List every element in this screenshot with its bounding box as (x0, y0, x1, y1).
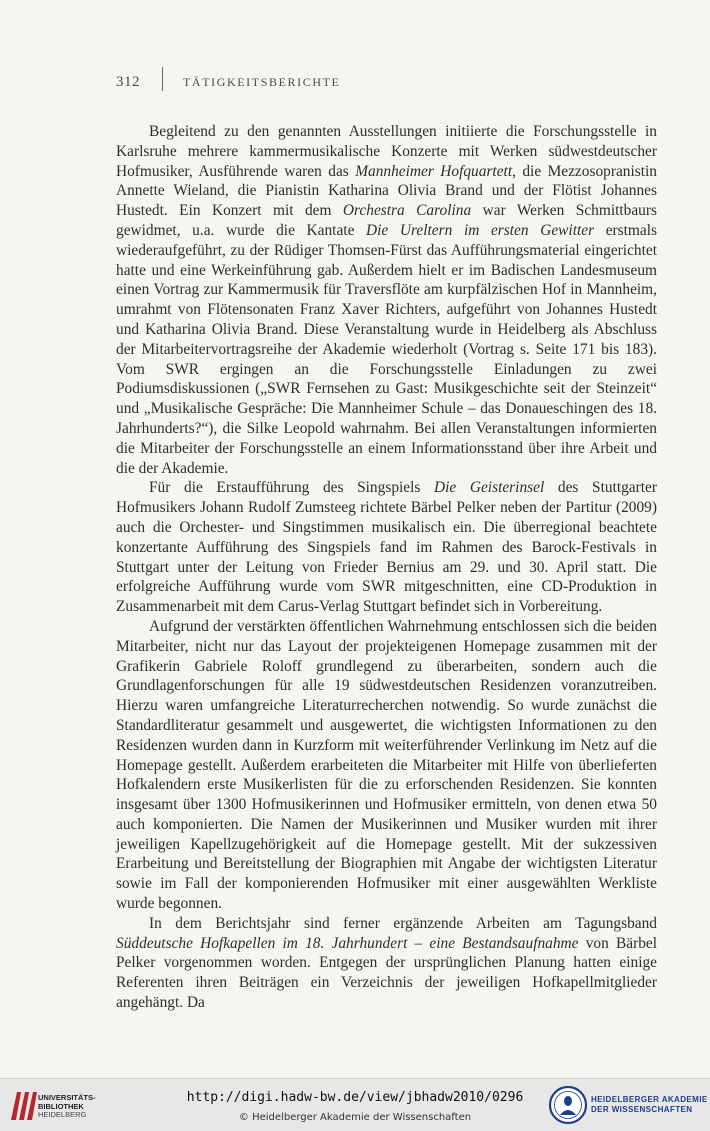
paragraph: Begleitend zu den genannten Ausstellungen initiierte die Forschungsstelle in Karlsruhe mehrere kammermusikalische Konzerte mit Werken südwestdeutscher Hofmusiker, Ausführende waren das Mannheimer Hofquartett, die Mezzosopranistin Annette Wieland, die Pianistin Katharina Olivia Brand und der Flötist Johannes Hustedt. Ein Konzert mit dem Orchestra Carolina war Werken Schmittbaurs gewidmet, u.a. wurde die Kantate Die Ureltern im ersten Gewitter erstmals wiederaufgeführt, zu der Rüdiger Thomsen-Fürst das Aufführungsmaterial eingerichtet hatte und eine Werkeinführung gab. Außerdem hielt er im Badischen Landesmuseum einen Vortrag zur Kammermusik für Traversflöte am kurpfälzischen Hof in Mannheim, umrahmt von Flötensonaten Franz Xaver Richters, aufgeführt von Johannes Hustedt und Katharina Olivia Brand. Diese Veranstaltung wurde in Heidelberg als Abschluss der Mitarbeitervortragsreihe der Akademie wiederholt (Vortrag s. Seite 171 bis 183). Vom SWR ergingen an die Forschungsstelle Einladungen zu zwei Podiumsdiskussionen („SWR Fernsehen zu Gast: Musikgeschichte seit der Steinzeit“ und „Musikalische Gespräche: Die Mannheimer Schule – das Donaueschingen des 18. Jahrhunderts?“), die Silke Leopold wahrnahm. Bei allen Veranstaltungen informierten die Mitarbeiter der Forschungsstelle an einem Informationsstand über ihre Arbeit und die der Akademie. (116, 123, 658, 477)
header-divider (162, 67, 163, 91)
university-library-name: UNIVERSITÄTS- BIBLIOTHEK HEIDELBERG (38, 1093, 96, 1119)
viewer-footer (0, 1078, 710, 1131)
permalink-url[interactable]: http://digi.hadw-bw.de/view/jbhadw2010/0296 (186, 1090, 524, 1105)
page-header (116, 70, 340, 94)
academy-name: HEIDELBERGER AKADEMIE DER WISSENSCHAFTEN (591, 1095, 708, 1114)
copyright-notice: © Heidelberger Akademie der Wissenschaften (238, 1112, 472, 1123)
running-head: TÄTIGKEITSBERICHTE (183, 74, 341, 89)
paragraph: In dem Berichtsjahr sind ferner ergänzende Arbeiten am Tagungsband Süddeutsche Hofkapellen im 18. Jahrhundert – eine Bestandsaufnahme von Bärbel Pelker vorgenommen worden. Entgegen der ursprünglichen Planung hatten einige Referenten ihren Beiträgen ein Verzeichnis der jeweiligen Hofkapellmitglieder angehängt. Da (116, 914, 658, 1012)
paragraph: Für die Erstaufführung des Singspiels Die Geisterinsel des Stuttgarter Hofmusikers Johann Rudolf Zumsteeg richtete Bärbel Pelker neben der Partitur (2009) auch die Orchester- und Singstimmen musikalisch ein. Die überregional beachtete konzertante Aufführung des Singspiels fand im Rahmen des Barock-Festivals in Stuttgart unter der Leitung von Frieder Bernius am 29. und 30. April statt. Die erfolgreiche Aufführung wurde vom SWR mitgeschnitten, eine CD-Produktion in Zusammenarbeit mit dem Carus-Verlag Stuttgart befindet sich in Vorbereitung. (116, 479, 657, 616)
page-number: 312 (116, 73, 140, 90)
paragraph: Aufgrund der verstärkten öffentlichen Wahrnehmung entschlossen sich die beiden Mitarbeiter, nicht nur das Layout der projekteigenen Homepage zusammen mit der Grafikerin Gabriele Roloff grundlegend zu überarbeiten, sondern auch die Grundlagenforschungen für alle 19 südwestdeutschen Residenzen voranzutreiben. Hierzu waren umfangreiche Literaturrecherchen notwendig. So wurde zunächst die Standardliteratur gesammelt und ausgewertet, die wichtigsten Informationen zu den Residenzen wurden dann in Kurzform mit weiterführender Verlinkung im Netz auf die Homepage gestellt. Außerdem erarbeiteten die Mitarbeiter mit Hilfe von überlieferten Hofkalendern erste Musikerlisten für die zu erforschenden Residenzen. Sie konnten insgesamt über 1300 Hofmusikerinnen und Hofmusiker ermitteln, von denen etwa 50 auch komponierten. Die Namen der Musikerinnen und Musiker wurden mit ihrer jeweiligen Kapellzugehörigkeit auf die Homepage gestellt. Mit der sukzessiven Erarbeitung und Bereitstellung der Biographien mit Angabe der wichtigsten Literatur sowie im Fall der komponierenden Hofmusiker mit einer ausgewählten Werkliste wurde begonnen. (116, 617, 657, 913)
academy-seal-icon[interactable] (548, 1085, 588, 1125)
body-text (116, 122, 657, 1013)
